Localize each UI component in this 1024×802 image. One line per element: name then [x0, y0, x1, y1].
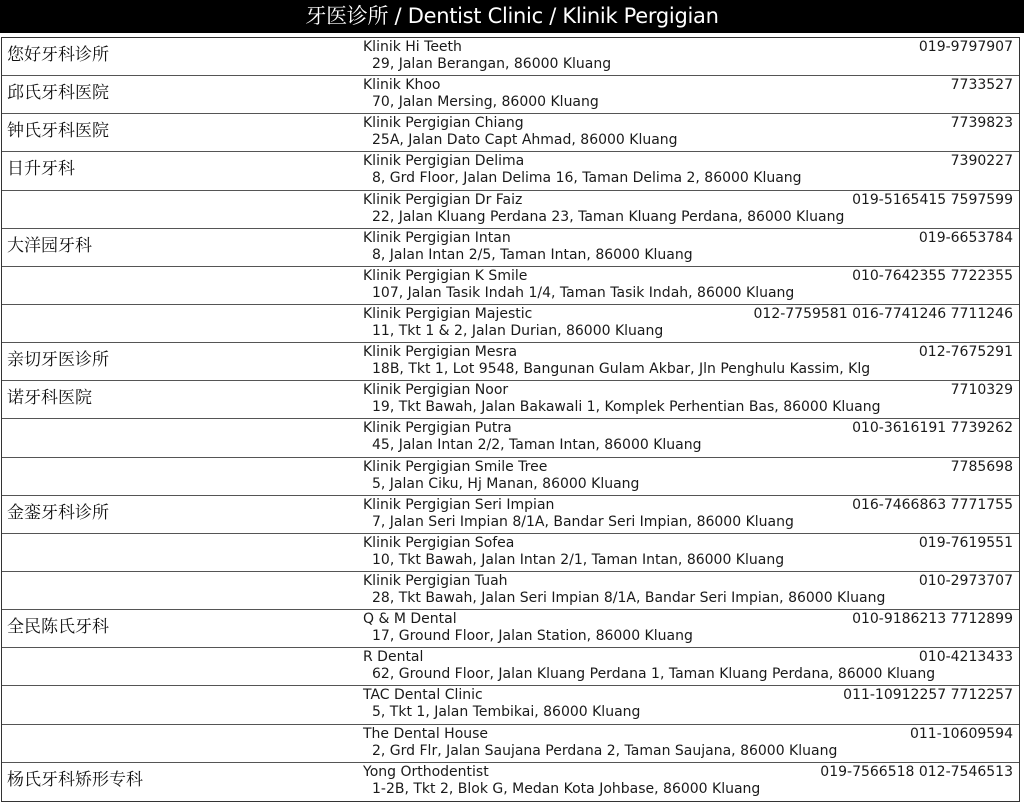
page-title: 牙医诊所 / Dentist Clinic / Klinik Pergigian: [0, 0, 1024, 33]
chinese-name: 亲切牙医诊所: [7, 350, 109, 371]
table-row: [2, 534, 1019, 572]
clinic-address: 1-2B, Tkt 2, Blok G, Medan Kota Johbase, 86000 Kluang: [372, 780, 761, 797]
phone-number: 012-7675291: [918, 344, 1013, 361]
clinic-address: 22, Jalan Kluang Perdana 23, Taman Kluang Perdana, 86000 Kluang: [372, 208, 845, 225]
phone-number: 010-7642355 7722355: [852, 267, 1013, 284]
clinic-name: Klinik Pergigian Tuah: [363, 572, 508, 589]
table-row: [2, 496, 1019, 534]
table-row: [2, 725, 1019, 763]
chinese-name: 全民陈氏牙科: [7, 617, 109, 638]
table-row: [2, 229, 1019, 267]
clinic-address: 8, Grd Floor, Jalan Delima 16, Taman Delima 2, 86000 Kluang: [372, 170, 802, 187]
chinese-name: 日升牙科: [7, 159, 75, 180]
clinic-address: 29, Jalan Berangan, 86000 Kluang: [372, 56, 612, 72]
phone-number: 011-10609594: [909, 725, 1013, 742]
clinic-address: 107, Jalan Tasik Indah 1/4, Taman Tasik Indah, 86000 Kluang: [372, 284, 795, 301]
clinic-address: 7, Jalan Seri Impian 8/1A, Bandar Seri Impian, 86000 Kluang: [372, 513, 794, 530]
clinic-name: Klinik Pergigian Seri Impian: [363, 496, 555, 513]
phone-number: 016-7466863 7771755: [852, 496, 1013, 513]
phone-number: 010-2973707: [918, 572, 1013, 589]
chinese-name: 您好牙科诊所: [7, 45, 109, 65]
phone-number: 019-9797907: [918, 39, 1013, 55]
clinic-address: 18B, Tkt 1, Lot 9548, Bangunan Gulam Akbar, Jln Penghulu Kassim, Klg: [372, 361, 871, 378]
clinic-name: Klinik Pergigian Mesra: [363, 344, 518, 361]
clinic-name: Klinik Pergigian Sofea: [363, 534, 515, 551]
clinic-address: 5, Jalan Ciku, Hj Manan, 86000 Kluang: [372, 475, 640, 492]
table-row: [2, 343, 1019, 381]
table-row: [2, 38, 1019, 76]
phone-number: 7390227: [950, 153, 1013, 170]
chinese-name: 杨氏牙科矫形专科: [7, 769, 143, 790]
clinic-address: 28, Tkt Bawah, Jalan Seri Impian 8/1A, Bandar Seri Impian, 86000 Kluang: [372, 589, 886, 606]
phone-number: 7710329: [950, 382, 1013, 399]
clinic-address: 70, Jalan Mersing, 86000 Kluang: [372, 94, 599, 111]
clinic-name: Klinik Pergigian Chiang: [363, 115, 524, 132]
table-row: [2, 458, 1019, 496]
clinic-name: Klinik Pergigian Intan: [363, 229, 511, 246]
phone-number: 019-6653784: [918, 229, 1013, 246]
chinese-name: 邱氏牙科医院: [7, 83, 109, 104]
clinic-address: 5, Tkt 1, Jalan Tembikai, 86000 Kluang: [372, 704, 641, 721]
table-row: [2, 648, 1019, 686]
clinic-address: 25A, Jalan Dato Capt Ahmad, 86000 Kluang: [372, 132, 678, 149]
table-row: [2, 419, 1019, 457]
phone-number: 011-10912257 7712257: [843, 687, 1013, 704]
clinic-name: Klinik Pergigian K Smile: [363, 267, 528, 284]
clinic-name: Yong Orthodentist: [363, 763, 489, 780]
clinic-address: 8, Jalan Intan 2/5, Taman Intan, 86000 Kluang: [372, 246, 693, 263]
chinese-name: 钟氏牙科医院: [7, 121, 109, 142]
clinic-name: Klinik Pergigian Smile Tree: [363, 458, 548, 475]
phone-number: 019-7566518 012-7546513: [820, 763, 1013, 780]
table-row: [2, 191, 1019, 229]
clinic-name: TAC Dental Clinic: [363, 687, 483, 704]
clinic-address: 45, Jalan Intan 2/2, Taman Intan, 86000 Kluang: [372, 437, 702, 454]
table-row: [2, 763, 1019, 801]
phone-number: 010-3616191 7739262: [852, 420, 1013, 437]
phone-number: 012-7759581 016-7741246 7711246: [753, 305, 1013, 322]
table-row: [2, 686, 1019, 724]
phone-number: 010-9186213 7712899: [852, 611, 1013, 628]
clinic-name: Klinik Pergigian Dr Faiz: [363, 191, 523, 208]
clinic-name: R Dental: [363, 649, 424, 666]
chinese-name: 大洋园牙科: [7, 235, 92, 256]
clinic-name: Klinik Hi Teeth: [363, 39, 462, 55]
clinic-address: 19, Tkt Bawah, Jalan Bakawali 1, Komplek Perhentian Bas, 86000 Kluang: [372, 399, 881, 416]
clinic-name: Klinik Khoo: [363, 77, 441, 94]
clinic-address: 62, Ground Floor, Jalan Kluang Perdana 1, Taman Kluang Perdana, 86000 Kluang: [372, 666, 936, 683]
phone-number: 7785698: [950, 458, 1013, 475]
clinic-name: Klinik Pergigian Putra: [363, 420, 512, 437]
clinic-name: The Dental House: [363, 725, 489, 742]
table-row: [2, 610, 1019, 648]
table-row: [2, 114, 1019, 152]
chinese-name: 诺牙科医院: [7, 388, 92, 409]
chinese-name: 金銮牙科诊所: [7, 502, 109, 523]
clinic-address: 2, Grd Flr, Jalan Saujana Perdana 2, Taman Saujana, 86000 Kluang: [372, 742, 838, 759]
table-row: [2, 381, 1019, 419]
phone-number: 019-5165415 7597599: [852, 191, 1013, 208]
table-row: [2, 305, 1019, 343]
table-row: [2, 76, 1019, 114]
table-row: [2, 267, 1019, 305]
phone-number: 010-4213433: [918, 649, 1013, 666]
table-row: [2, 152, 1019, 190]
clinic-address: 10, Tkt Bawah, Jalan Intan 2/1, Taman Intan, 86000 Kluang: [372, 551, 785, 568]
clinic-name: Klinik Pergigian Noor: [363, 382, 509, 399]
phone-number: 7739823: [950, 115, 1013, 132]
clinic-name: Klinik Pergigian Majestic: [363, 305, 533, 322]
table-row: [2, 572, 1019, 610]
clinic-address: 11, Tkt 1 & 2, Jalan Durian, 86000 Kluang: [372, 322, 664, 339]
clinic-address: 17, Ground Floor, Jalan Station, 86000 Kluang: [372, 628, 693, 645]
clinic-name: Klinik Pergigian Delima: [363, 153, 525, 170]
clinic-table: [1, 37, 1020, 802]
clinic-name: Q & M Dental: [363, 611, 457, 628]
phone-number: 7733527: [950, 77, 1013, 94]
phone-number: 019-7619551: [918, 534, 1013, 551]
